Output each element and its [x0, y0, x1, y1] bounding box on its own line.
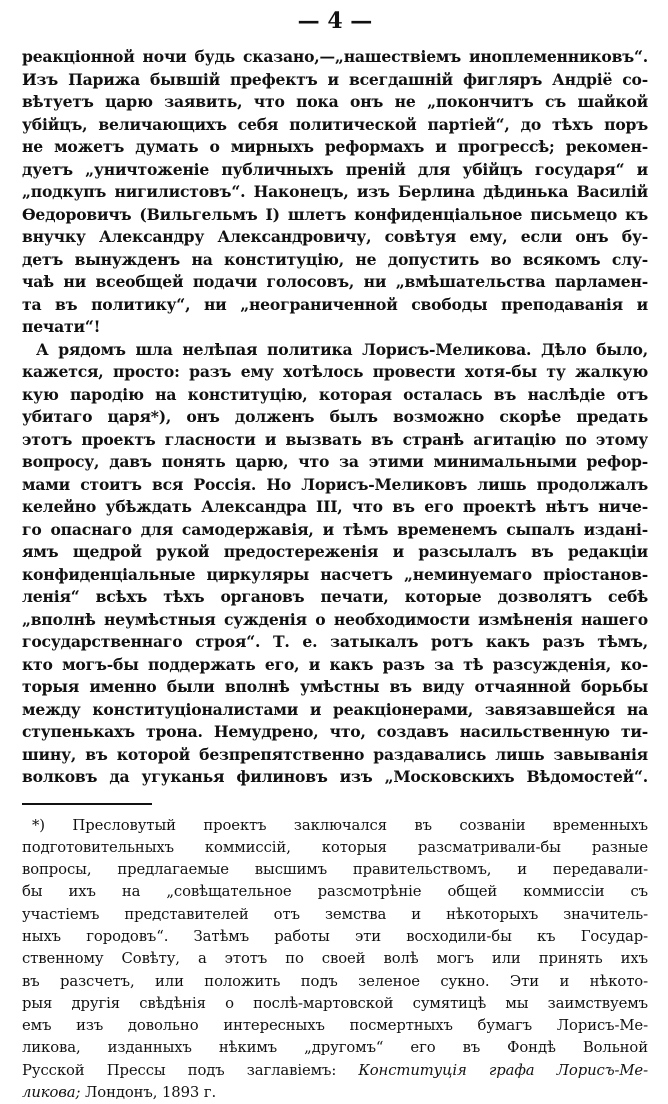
text-line: убитаго царя*), онъ долженъ былъ возможно скорѣе предать — [22, 406, 648, 429]
text-line: чаѣ ни всеобщей подачи голосовъ, ни „вмѣшательства парламен- — [22, 271, 648, 294]
footnote-line: ныхъ городовъ“. Затѣмъ работы эти восходили-бы къ Государ- — [22, 926, 648, 948]
footnote-line: емъ изъ довольно интересныхъ посмертныхъ бумагъ Лорисъ-Ме- — [22, 1015, 648, 1037]
page-number: — 4 — — [22, 6, 648, 38]
text-line: „вполнѣ неумѣстныя сужденія о необходимости измѣненія нашего — [22, 609, 648, 632]
footnote-line-start: Русской Прессы подъ заглавіемъ: — [22, 1062, 336, 1079]
text-line: мами стоитъ вся Россія. Но Лорисъ-Меликовъ лишь продолжалъ — [22, 474, 648, 497]
footnote-line: въ разсчетъ, или положить подъ зеленое сукно. Эти и нѣкото- — [22, 971, 648, 993]
footnote-line: *) Пресловутый проектъ заключался въ созваніи временныхъ — [22, 815, 648, 837]
text-line: келейно убѣждать Александра III, что въ его проектѣ нѣтъ ниче- — [22, 496, 648, 519]
footnote — [22, 815, 648, 1104]
book-title: Конституція графа Лорисъ-Ме- — [358, 1062, 648, 1079]
text-line: убійцъ, величающихъ себя политической партіей“, до тѣхъ поръ — [22, 114, 648, 137]
text-line: государственнаго строя“. Т. е. затыкалъ ротъ какъ разъ тѣмъ, — [22, 631, 648, 654]
main-text — [22, 46, 648, 789]
text-line: внучку Александру Александровичу, совѣтуя ему, если онъ бу- — [22, 226, 648, 249]
text-line: кажется, просто: разъ ему хотѣлось провести хотя-бы ту жалкую — [22, 361, 648, 384]
publication-info: Лондонъ, 1893 г. — [80, 1084, 216, 1101]
text-line: та въ политику“, ни „неограниченной свободы преподаванія и — [22, 294, 648, 317]
text-line: Ѳедоровичъ (Вильгельмъ I) шлетъ конфиденціальное письмецо къ — [22, 204, 648, 227]
text-line: дуетъ „уничтоженіе публичныхъ преній для убійцъ государя“ и — [22, 159, 648, 182]
text-line: печати“! — [22, 316, 648, 339]
text-line: вѣтуетъ царю заявить, что пока онъ не „покончитъ съ шайкой — [22, 91, 648, 114]
footnote-line — [22, 1060, 648, 1082]
text-line: вопросу, давъ понять царю, что за этими минимальными рефор- — [22, 451, 648, 474]
footnote-line: участіемъ представителей отъ земства и нѣкоторыхъ значитель- — [22, 904, 648, 926]
text-line: торыя именно были вполнѣ умѣстны въ виду отчаянной борьбы — [22, 676, 648, 699]
text-line: реакціонной ночи будь сказано,—„нашествіемъ иноплеменниковъ“. — [22, 46, 648, 69]
footnote-line: подготовительныхъ коммиссій, которыя разсматривали-бы разные — [22, 837, 648, 859]
text-line: „подкупъ нигилистовъ“. Наконецъ, изъ Берлина дѣдинька Василій — [22, 181, 648, 204]
text-line: между конституціоналистами и реакціонерами, завязавшейся на — [22, 699, 648, 722]
footnote-line: ственному Совѣту, а этотъ по своей волѣ могъ или принять ихъ — [22, 948, 648, 970]
text-line: этотъ проектъ гласности и вызвать въ странѣ агитацію по этому — [22, 429, 648, 452]
footnote-line: ликова, изданныхъ нѣкимъ „другомъ“ его въ Фондѣ Вольной — [22, 1037, 648, 1059]
text-line: волковъ да угуканья филиновъ изъ „Московскихъ Вѣдомостей“. — [22, 766, 648, 789]
footnote-line: рыя другія свѣдѣнія о послѣ-мартовской сумятицѣ мы заимствуемъ — [22, 993, 648, 1015]
text-line: конфиденціальные циркуляры насчетъ „неминуемаго пріостанов- — [22, 564, 648, 587]
text-line: кто могъ-бы поддержать его, и какъ разъ за тѣ разсужденія, ко- — [22, 654, 648, 677]
footnote-line: вопросы, предлагаемые высшимъ правительствомъ, и передавали- — [22, 859, 648, 881]
text-line: ступенькахъ трона. Немудрено, что, создавъ насильственную ти- — [22, 721, 648, 744]
footnote-line — [22, 1082, 648, 1104]
text-line: детъ вынужденъ на конституцію, не допустить во всякомъ слу- — [22, 249, 648, 272]
text-line: шину, въ которой безпрепятственно раздавались лишь завыванія — [22, 744, 648, 767]
document-page — [22, 6, 648, 1104]
footnote-divider — [22, 803, 152, 805]
text-line: ленія“ всѣхъ тѣхъ органовъ печати, которые дозволятъ себѣ — [22, 586, 648, 609]
footnote-line: бы ихъ на „совѣщательное разсмотрѣніе общей коммиссіи съ — [22, 881, 648, 903]
text-line: не можетъ думать о мирныхъ реформахъ и прогрессѣ; рекомен- — [22, 136, 648, 159]
text-line: кую пародію на конституцію, которая осталась въ наслѣдіе отъ — [22, 384, 648, 407]
text-line: ямъ щедрой рукой предостереженія и разсылалъ въ редакціи — [22, 541, 648, 564]
text-line: Изъ Парижа бывшій префектъ и всегдашній фигляръ Андріё со- — [22, 69, 648, 92]
text-line: го опаснаго для самодержавія, и тѣмъ временемъ сыпалъ издані- — [22, 519, 648, 542]
book-title-end: ликова; — [22, 1084, 80, 1101]
text-line: А рядомъ шла нелѣпая политика Лорисъ-Меликова. Дѣло было, — [22, 339, 648, 362]
